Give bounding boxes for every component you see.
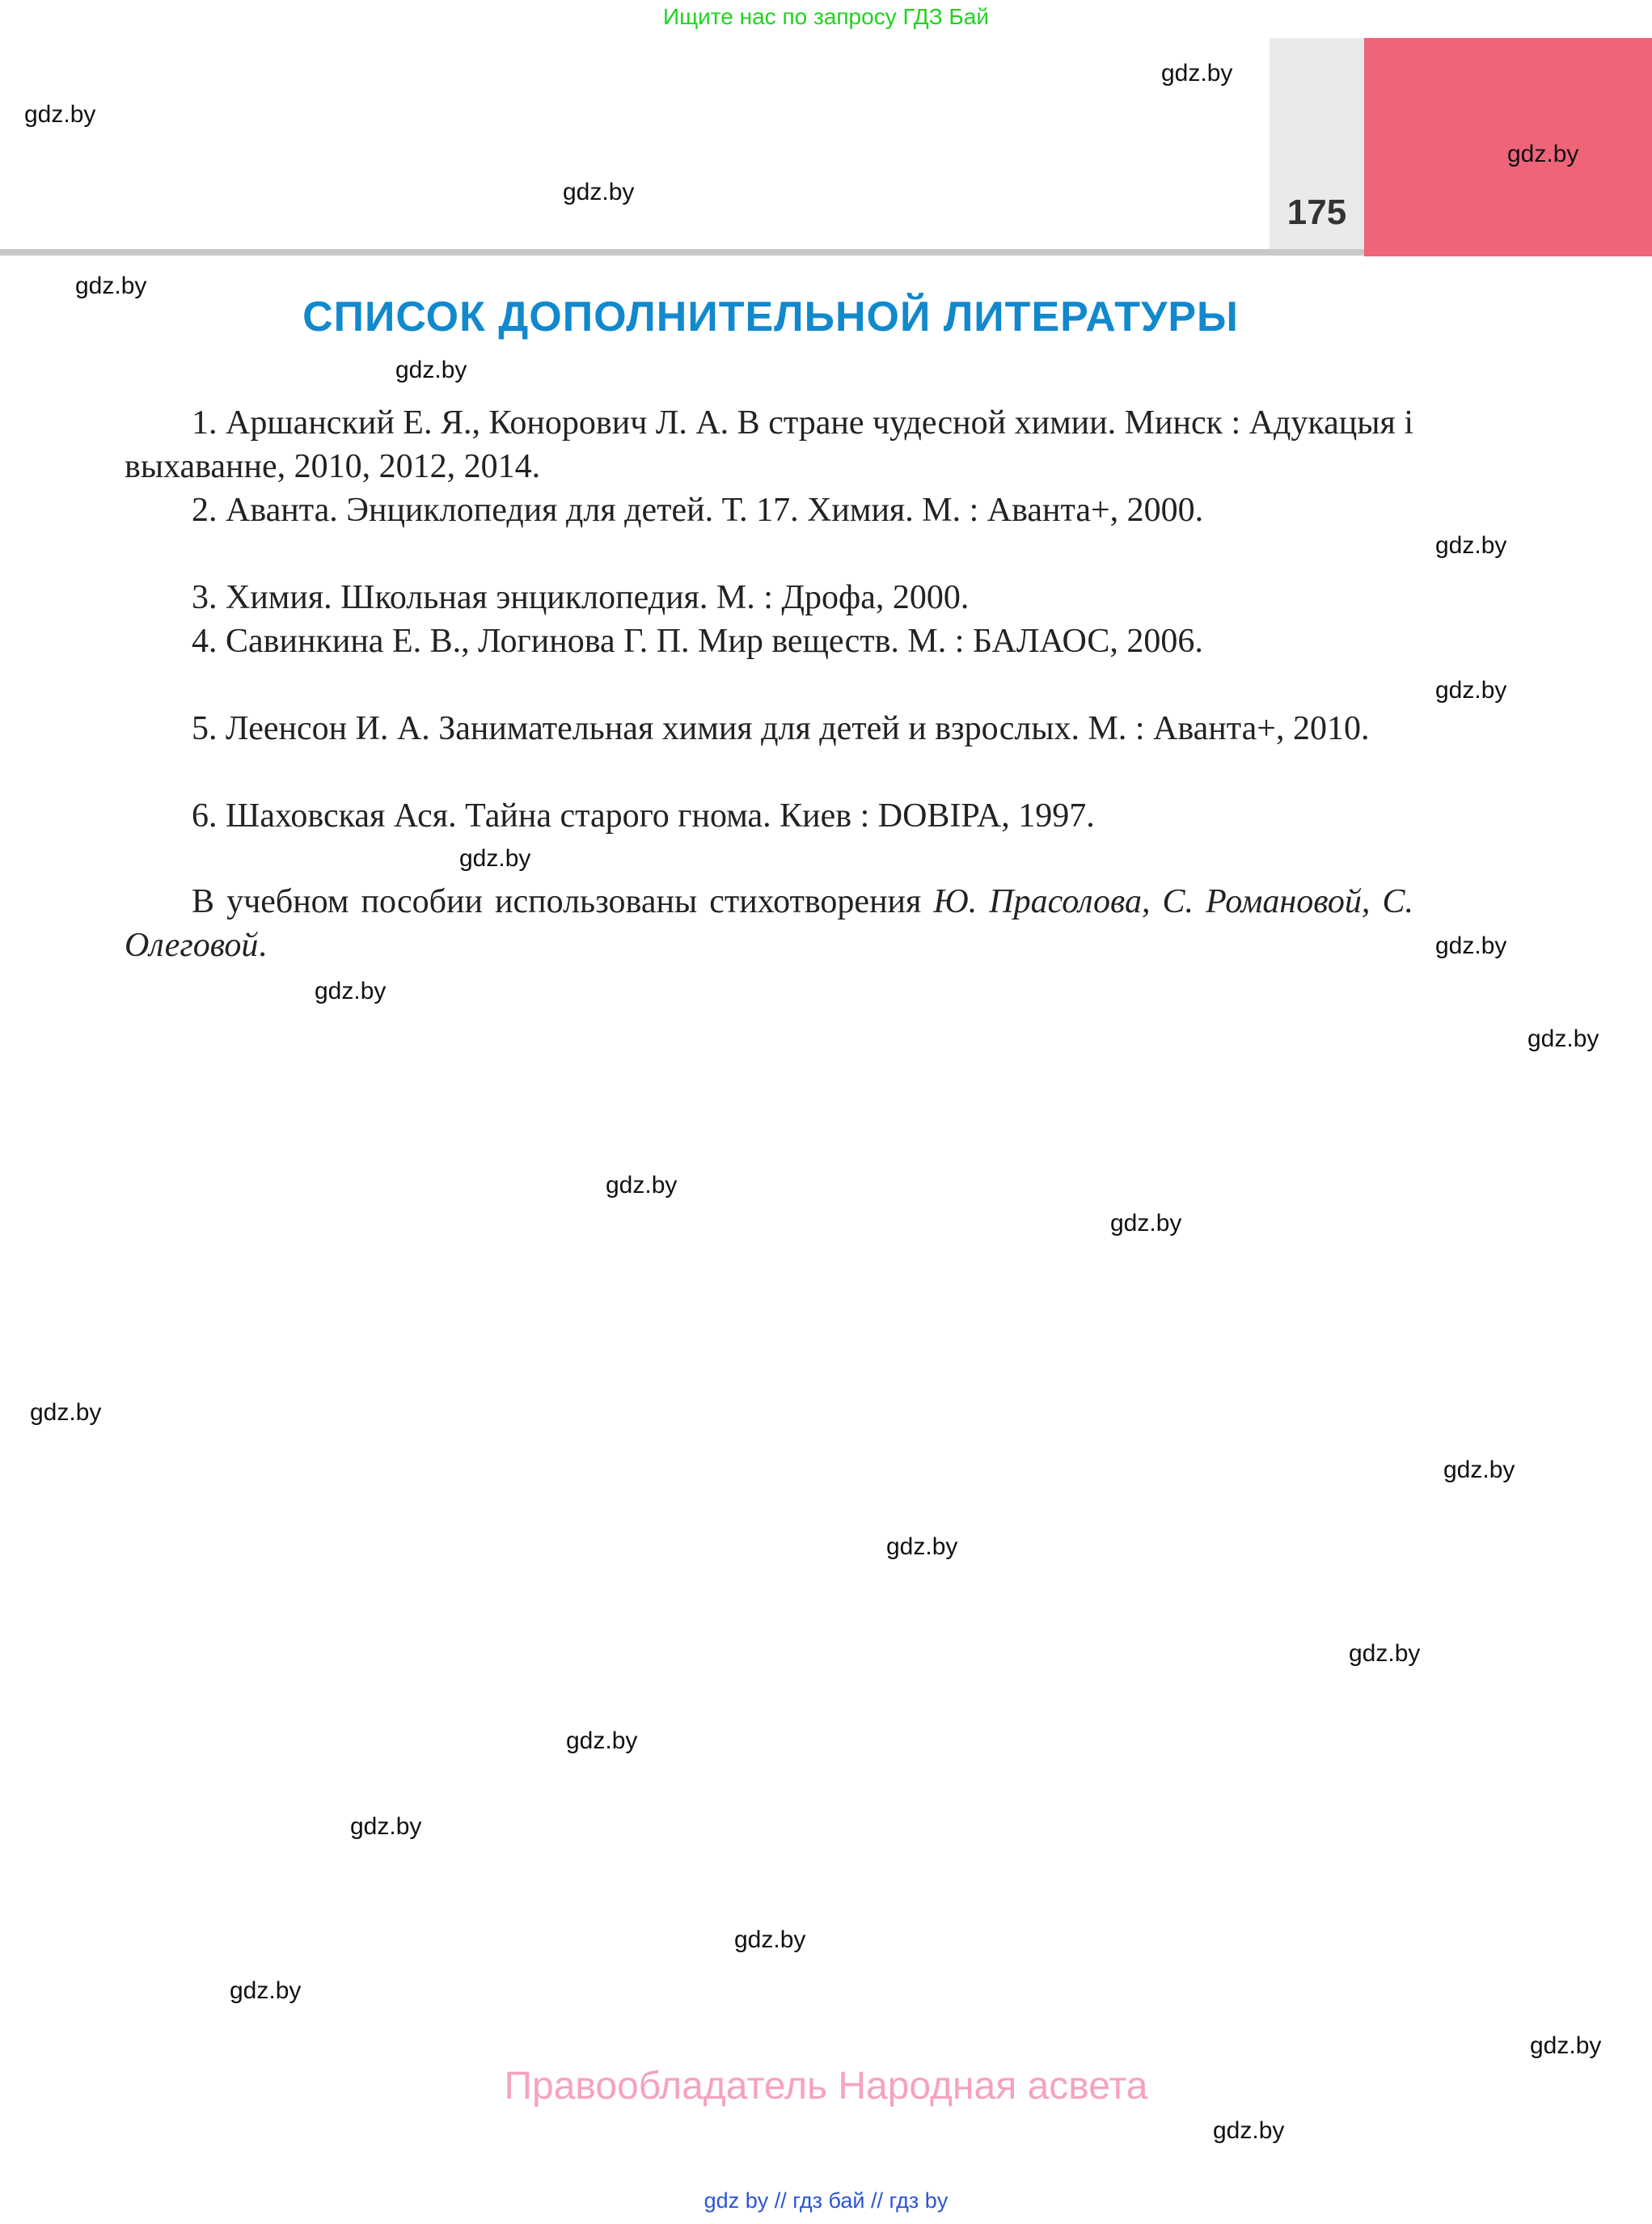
watermark: gdz.by [395,357,467,383]
watermark: gdz.by [315,978,387,1004]
watermark: gdz.by [1530,2032,1602,2059]
watermark: gdz.by [230,1977,302,2004]
page-number: 175 [1287,192,1347,232]
watermark: gdz.by [1435,532,1507,559]
watermark: gdz.by [1435,677,1507,704]
reference-item: 3. Химия. Школьная энциклопедия. М. : Дрофа, 2000. [192,579,970,616]
poems-note-authors: Ю. Прасолова, С. Романовой, С. Олеговой [125,883,1414,964]
footer-link-gdz-by-2[interactable]: гдз by [889,2188,949,2213]
watermark: gdz.by [606,1172,678,1199]
watermark: gdz.by [566,1727,638,1754]
footer-links [0,2188,1652,2213]
footer-separator: // [774,2188,787,2213]
watermark: gdz.by [1507,141,1579,167]
page-title: СПИСОК ДОПОЛНИТЕЛЬНОЙ ЛИТЕРАТУРЫ [302,294,1239,340]
copyright-owner: Правообладатель Народная асвета [504,2065,1148,2108]
watermark: gdz.by [734,1926,806,1953]
watermark: gdz.by [459,845,531,872]
watermark: gdz.by [24,101,96,128]
watermark: gdz.by [350,1813,422,1840]
watermark: gdz.by [1443,1457,1515,1483]
poems-note [125,880,1413,967]
poems-note-text: В учебном пособии использованы стихотворения [192,883,934,920]
header-divider [0,249,1364,256]
watermark: gdz.by [1213,2117,1285,2144]
watermark: gdz.by [30,1399,102,1426]
watermark: gdz.by [886,1533,958,1560]
watermark: gdz.by [1161,60,1233,87]
reference-item: 4. Савинкина Е. В., Логинова Г. П. Мир веществ. М. : БАЛАОС, 2006. [192,623,1203,660]
reference-item: 2. Аванта. Энциклопедия для детей. Т. 17. Химия. М. : Аванта+, 2000. [192,492,1204,529]
reference-item: 5. Леенсон И. А. Занимательная химия для детей и взрослых. М. : Аванта+, 2010. [192,710,1370,747]
watermark: gdz.by [1435,932,1507,959]
watermark: gdz.by [563,179,635,205]
footer-separator: // [871,2188,884,2213]
footer-link-gdz-by[interactable]: gdz by [703,2188,769,2213]
watermark: gdz.by [1527,1025,1599,1052]
watermark: gdz.by [75,273,147,299]
footer-link-gdz-bai[interactable]: гдз бай [792,2188,865,2213]
poems-note-end: . [258,927,267,964]
reference-item: 1. Аршанский Е. Я., Конорович Л. А. В стране чудесной химии. Минск : Адукацыя і выхаванне, 2010, 2012, 2014. [125,404,1413,485]
watermark: gdz.by [1110,1210,1182,1237]
watermark: gdz.by [1349,1640,1421,1667]
reference-item: 6. Шаховская Ася. Тайна старого гнома. Киев : DOBIPA, 1997. [192,797,1095,835]
search-banner: Ищите нас по запросу ГДЗ Бай [662,4,990,29]
